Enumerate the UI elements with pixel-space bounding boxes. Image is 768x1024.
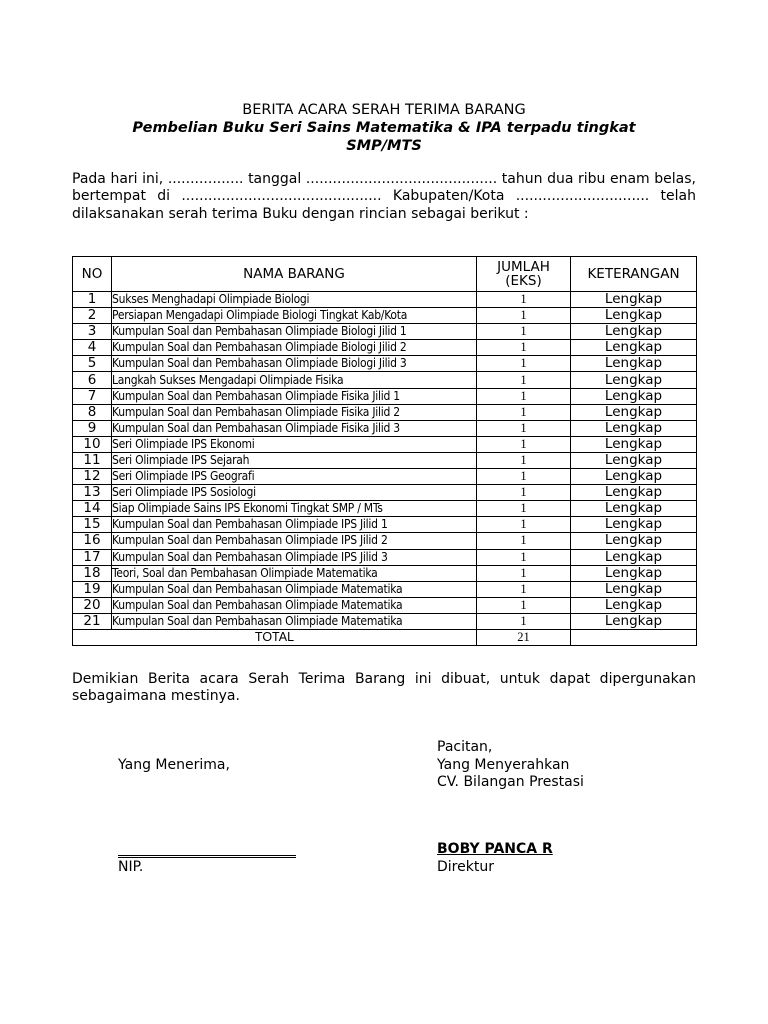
- row-note: Lengkap: [571, 324, 697, 340]
- intro-paragraph: Pada hari ini, ................. tanggal ........................................... tahun dua ribu enam belas, bertempat di ............................................. Kabupaten/Kota .............................. telah dilaksanakan serah terima Buku dengan rincian sebagai berikut :: [72, 171, 696, 222]
- row-name: Kumpulan Soal dan Pembahasan Olimpiade Matematika: [112, 613, 477, 629]
- row-name: Kumpulan Soal dan Pembahasan Olimpiade Matematika: [112, 597, 477, 613]
- row-note: Lengkap: [571, 388, 697, 404]
- row-qty: 1: [477, 597, 571, 613]
- row-name: Langkah Sukses Mengadapi Olimpiade Fisika: [112, 372, 477, 388]
- table-row: [73, 485, 697, 501]
- row-note: Lengkap: [571, 581, 697, 597]
- row-note: Lengkap: [571, 292, 697, 308]
- title-block: [72, 101, 696, 155]
- receiver-block: [118, 757, 230, 775]
- row-note: Lengkap: [571, 485, 697, 501]
- header-qty: [477, 257, 571, 292]
- row-note: Lengkap: [571, 420, 697, 436]
- table-row: [73, 613, 697, 629]
- row-name: Seri Olimpiade IPS Ekonomi: [112, 436, 477, 452]
- table-row: [73, 452, 697, 468]
- row-note: Lengkap: [571, 469, 697, 485]
- row-note: Lengkap: [571, 517, 697, 533]
- row-name: Siap Olimpiade Sains IPS Ekonomi Tingkat SMP / MTs: [112, 501, 477, 517]
- table-total-row: [73, 629, 697, 645]
- row-name: Kumpulan Soal dan Pembahasan Olimpiade IPS Jilid 1: [112, 517, 477, 533]
- row-qty: 1: [477, 372, 571, 388]
- row-no: 21: [73, 613, 112, 629]
- row-no: 6: [73, 372, 112, 388]
- table-row: [73, 581, 697, 597]
- row-note: Lengkap: [571, 549, 697, 565]
- row-note: Lengkap: [571, 533, 697, 549]
- row-qty: 1: [477, 404, 571, 420]
- row-name: Teori, Soal dan Pembahasan Olimpiade Matematika: [112, 565, 477, 581]
- row-no: 14: [73, 501, 112, 517]
- table-row: [73, 501, 697, 517]
- row-note: Lengkap: [571, 372, 697, 388]
- table-row: [73, 469, 697, 485]
- table-row: [73, 372, 697, 388]
- row-name: Seri Olimpiade IPS Sejarah: [112, 452, 477, 468]
- row-qty: 1: [477, 356, 571, 372]
- header-qty-line1: JUMLAH: [497, 259, 550, 275]
- table-row: [73, 324, 697, 340]
- row-qty: 1: [477, 452, 571, 468]
- row-no: 11: [73, 452, 112, 468]
- row-no: 16: [73, 533, 112, 549]
- row-name: Persiapan Mengadapi Olimpiade Biologi Tingkat Kab/Kota: [112, 308, 477, 324]
- header-no: NO: [73, 257, 112, 292]
- receiver-id-label: NIP.: [118, 859, 144, 875]
- row-qty: 1: [477, 308, 571, 324]
- table-row: [73, 436, 697, 452]
- row-no: 5: [73, 356, 112, 372]
- row-no: 2: [73, 308, 112, 324]
- table-row: [73, 533, 697, 549]
- table-row: [73, 420, 697, 436]
- header-note: KETERANGAN: [571, 257, 697, 292]
- document-title: BERITA ACARA SERAH TERIMA BARANG: [242, 102, 526, 118]
- row-note: Lengkap: [571, 308, 697, 324]
- row-name: Kumpulan Soal dan Pembahasan Olimpiade IPS Jilid 3: [112, 549, 477, 565]
- table-row: [73, 565, 697, 581]
- table-row: [73, 549, 697, 565]
- row-name: Sukses Menghadapi Olimpiade Biologi: [112, 292, 477, 308]
- receiver-signature-line: [118, 855, 296, 858]
- row-qty: 1: [477, 324, 571, 340]
- row-no: 20: [73, 597, 112, 613]
- row-name: Kumpulan Soal dan Pembahasan Olimpiade Fisika Jilid 2: [112, 404, 477, 420]
- row-qty: 1: [477, 533, 571, 549]
- document-subtitle-line1: Pembelian Buku Seri Sains Matematika & IPA terpadu tingkat: [132, 120, 636, 136]
- closing-paragraph: Demikian Berita acara Serah Terima Barang ini dibuat, untuk dapat dipergunakan sebagaimana mestinya.: [72, 671, 696, 705]
- row-note: Lengkap: [571, 452, 697, 468]
- row-no: 13: [73, 485, 112, 501]
- total-label: TOTAL: [73, 629, 477, 645]
- row-name: Seri Olimpiade IPS Sosiologi: [112, 485, 477, 501]
- row-name: Kumpulan Soal dan Pembahasan Olimpiade Biologi Jilid 1: [112, 324, 477, 340]
- table-row: [73, 340, 697, 356]
- table-row: [73, 517, 697, 533]
- items-table: [72, 256, 697, 646]
- table-header-row: [73, 257, 697, 292]
- table-row: [73, 308, 697, 324]
- row-qty: 1: [477, 485, 571, 501]
- row-no: 12: [73, 469, 112, 485]
- giver-title: Direktur: [437, 859, 494, 875]
- row-qty: 1: [477, 436, 571, 452]
- table-body: [73, 292, 697, 630]
- row-no: 8: [73, 404, 112, 420]
- header-name: NAMA BARANG: [112, 257, 477, 292]
- row-no: 19: [73, 581, 112, 597]
- row-note: Lengkap: [571, 597, 697, 613]
- row-qty: 1: [477, 549, 571, 565]
- giver-label: Yang Menyerahkan: [437, 756, 570, 773]
- table-row: [73, 388, 697, 404]
- row-no: 3: [73, 324, 112, 340]
- row-no: 10: [73, 436, 112, 452]
- giver-place: Pacitan,: [437, 739, 493, 755]
- row-qty: 1: [477, 292, 571, 308]
- row-qty: 1: [477, 565, 571, 581]
- row-qty: 1: [477, 388, 571, 404]
- row-note: Lengkap: [571, 613, 697, 629]
- total-note-cell: [571, 629, 697, 645]
- table-row: [73, 404, 697, 420]
- table-row: [73, 292, 697, 308]
- row-no: 9: [73, 420, 112, 436]
- row-name: Kumpulan Soal dan Pembahasan Olimpiade Biologi Jilid 2: [112, 340, 477, 356]
- row-qty: 1: [477, 420, 571, 436]
- row-name: Kumpulan Soal dan Pembahasan Olimpiade Fisika Jilid 1: [112, 388, 477, 404]
- table-row: [73, 356, 697, 372]
- giver-block: [437, 739, 584, 792]
- row-name: Seri Olimpiade IPS Geografi: [112, 469, 477, 485]
- row-qty: 1: [477, 340, 571, 356]
- row-no: 7: [73, 388, 112, 404]
- total-value: 21: [477, 629, 571, 645]
- row-qty: 1: [477, 613, 571, 629]
- row-note: Lengkap: [571, 404, 697, 420]
- row-note: Lengkap: [571, 501, 697, 517]
- row-note: Lengkap: [571, 436, 697, 452]
- table-row: [73, 597, 697, 613]
- row-no: 15: [73, 517, 112, 533]
- row-qty: 1: [477, 517, 571, 533]
- row-qty: 1: [477, 501, 571, 517]
- row-name: Kumpulan Soal dan Pembahasan Olimpiade Biologi Jilid 3: [112, 356, 477, 372]
- row-no: 18: [73, 565, 112, 581]
- header-qty-line2: (EKS): [505, 273, 542, 289]
- row-note: Lengkap: [571, 340, 697, 356]
- row-qty: 1: [477, 469, 571, 485]
- receiver-label: Yang Menerima,: [118, 757, 230, 773]
- row-no: 17: [73, 549, 112, 565]
- document-subtitle-line2: SMP/MTS: [346, 138, 422, 154]
- giver-company: CV. Bilangan Prestasi: [437, 774, 584, 790]
- row-note: Lengkap: [571, 565, 697, 581]
- row-name: Kumpulan Soal dan Pembahasan Olimpiade Matematika: [112, 581, 477, 597]
- row-name: Kumpulan Soal dan Pembahasan Olimpiade Fisika Jilid 3: [112, 420, 477, 436]
- row-no: 4: [73, 340, 112, 356]
- row-name: Kumpulan Soal dan Pembahasan Olimpiade IPS Jilid 2: [112, 533, 477, 549]
- row-qty: 1: [477, 581, 571, 597]
- row-no: 1: [73, 292, 112, 308]
- row-note: Lengkap: [571, 356, 697, 372]
- giver-name: BOBY PANCA R: [437, 841, 553, 857]
